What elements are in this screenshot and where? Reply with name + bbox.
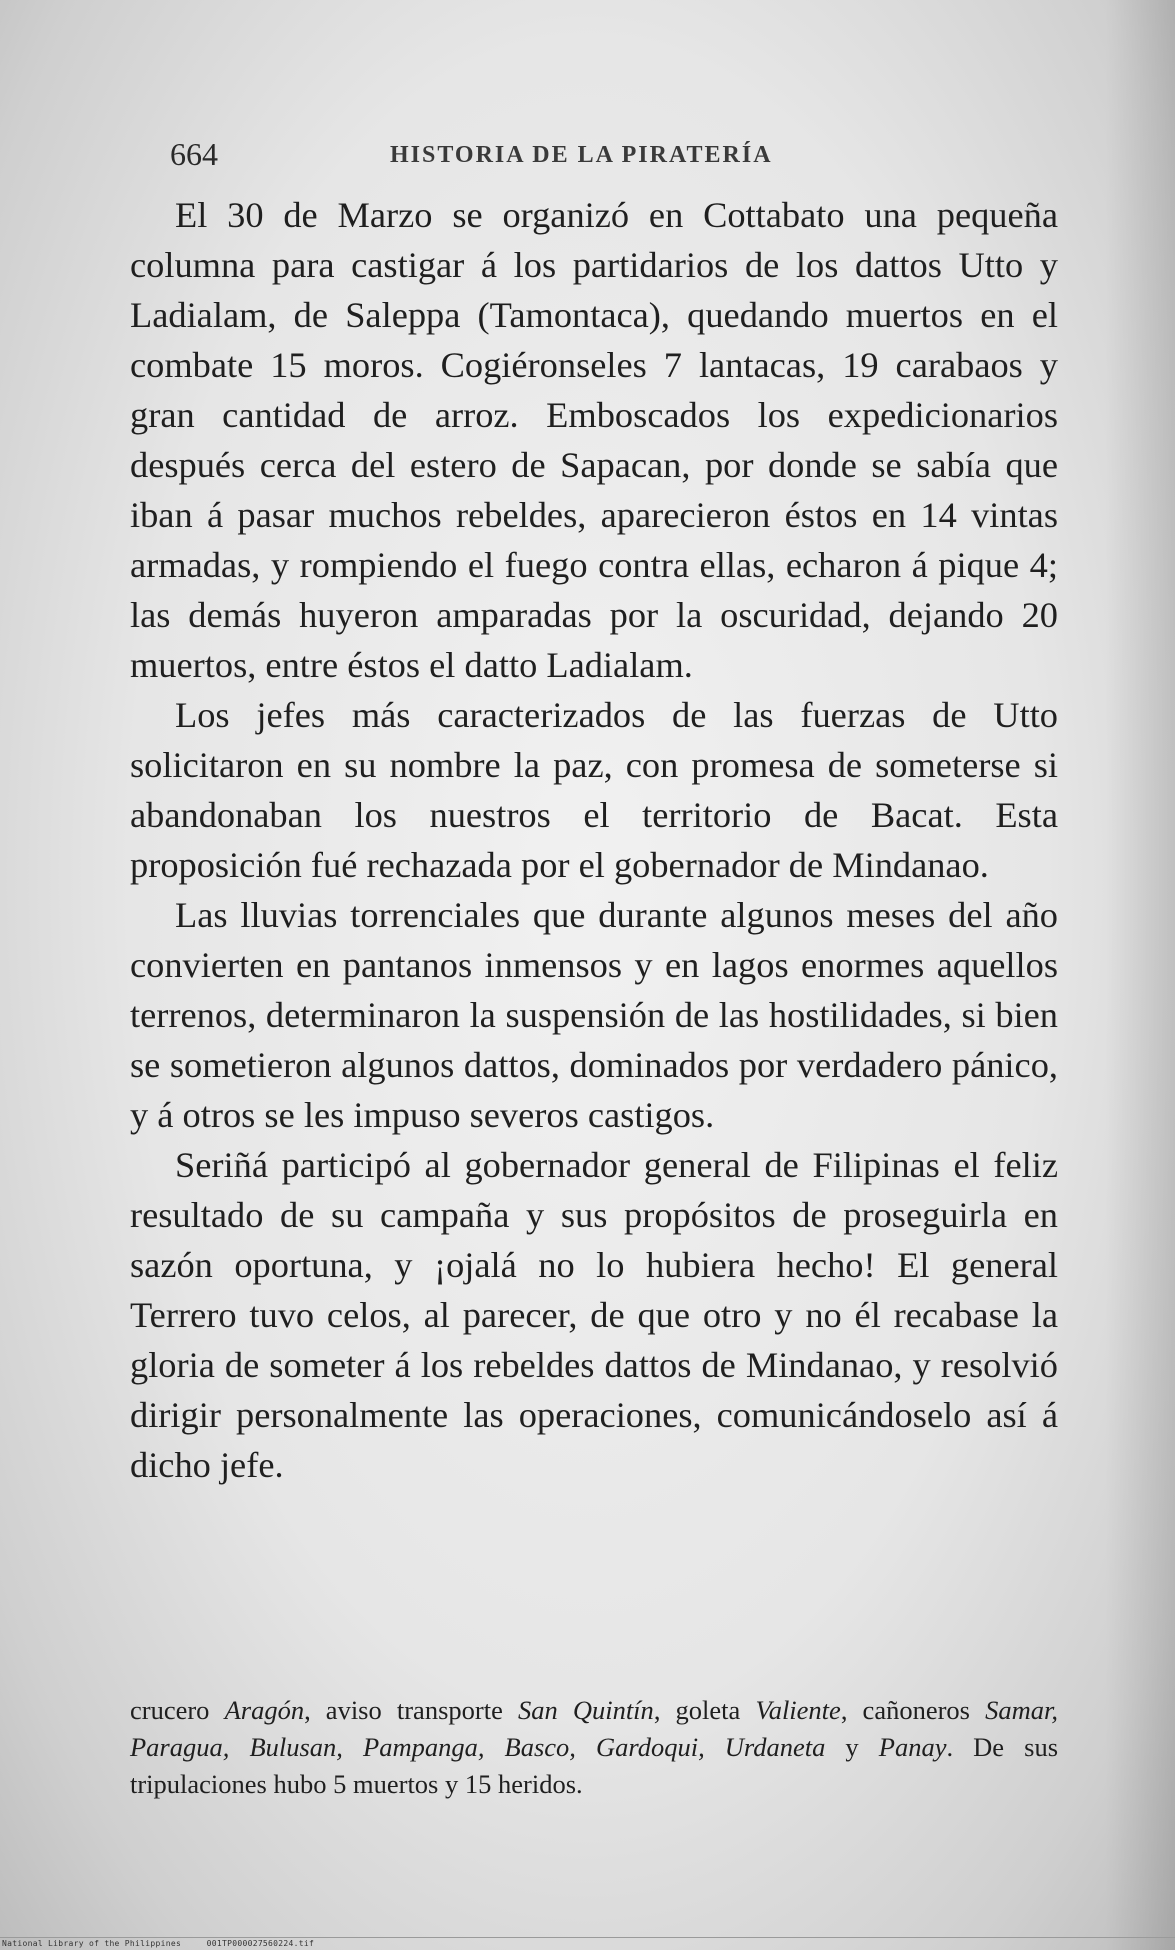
footnote-segment: , aviso transporte	[304, 1695, 518, 1725]
paragraph: Los jefes más caracterizados de las fuerzas de Utto solicitaron en su nombre la paz, con promesa de someterse si abandonaban los nuestros el territorio de Bacat. Esta proposición fué rechazada por el gobernador de Mindanao.	[130, 695, 1058, 885]
footnote-text	[130, 1692, 1058, 1803]
ship-name: Panay	[878, 1732, 947, 1762]
ship-names-list: Samar, Paragua, Bulusan, Pampanga, Basco, Gardoqui, Urdaneta	[130, 1695, 1058, 1762]
scan-bottom-rule	[0, 1937, 1175, 1938]
footnote	[130, 1692, 1058, 1803]
ship-name: Aragón	[224, 1695, 305, 1725]
footnote-segment: , cañoneros	[840, 1695, 986, 1725]
footnote-segment: crucero	[130, 1695, 225, 1725]
scan-footer: National Library of the Philippines 001TP000027560224.tif	[2, 1939, 315, 1948]
ship-name: Valiente	[755, 1695, 841, 1725]
footnote-segment: , goleta	[653, 1695, 756, 1725]
body-text	[130, 190, 1058, 1490]
page-number: 664	[170, 136, 218, 172]
page-header	[170, 136, 1050, 176]
ship-name: San Quintín	[517, 1695, 654, 1725]
paragraph: Seriñá participó al gobernador general de Filipinas el feliz resultado de su campaña y sus propósitos de proseguirla en sazón oportuna, y ¡ojalá no lo hubiera hecho! El general Terrero tuvo celos, al parecer, de que otro y no él recabase la gloria de someter á los rebeldes dattos de Mindanao, y resolvió dirigir personalmente las operaciones, comunicándoselo así á dicho jefe.	[130, 1145, 1058, 1485]
paragraph: El 30 de Marzo se organizó en Cottabato una pequeña columna para castigar á los partidarios de los dattos Utto y Ladialam, de Saleppa (Tamontaca), quedando muertos en el combate 15 moros. Cogiéronseles 7 lantacas, 19 carabaos y gran cantidad de arroz. Emboscados los expedicionarios después cerca del estero de Sapacan, por donde se sabía que iban á pasar muchos rebeldes, aparecieron éstos en 14 vintas armadas, y rompiendo el fuego contra ellas, echaron á pique 4; las demás huyeron amparadas por la oscuridad, dejando 20 muertos, entre éstos el datto Ladialam.	[130, 195, 1058, 685]
footnote-segment: . De sus tripulaciones hubo 5 muertos y 15 heridos.	[130, 1732, 1059, 1799]
running-title: HISTORIA DE LA PIRATERÍA	[390, 142, 773, 168]
paragraph: Las lluvias torrenciales que durante algunos meses del año convierten en pantanos inmensos y en lagos enormes aquellos terrenos, determinaron la suspensión de las hostilidades, si bien se sometieron algunos dattos, dominados por verdadero pánico, y á otros se les impuso severos castigos.	[130, 895, 1058, 1135]
footnote-segment: y	[825, 1732, 879, 1762]
page-edge-shadow	[1105, 0, 1175, 1950]
